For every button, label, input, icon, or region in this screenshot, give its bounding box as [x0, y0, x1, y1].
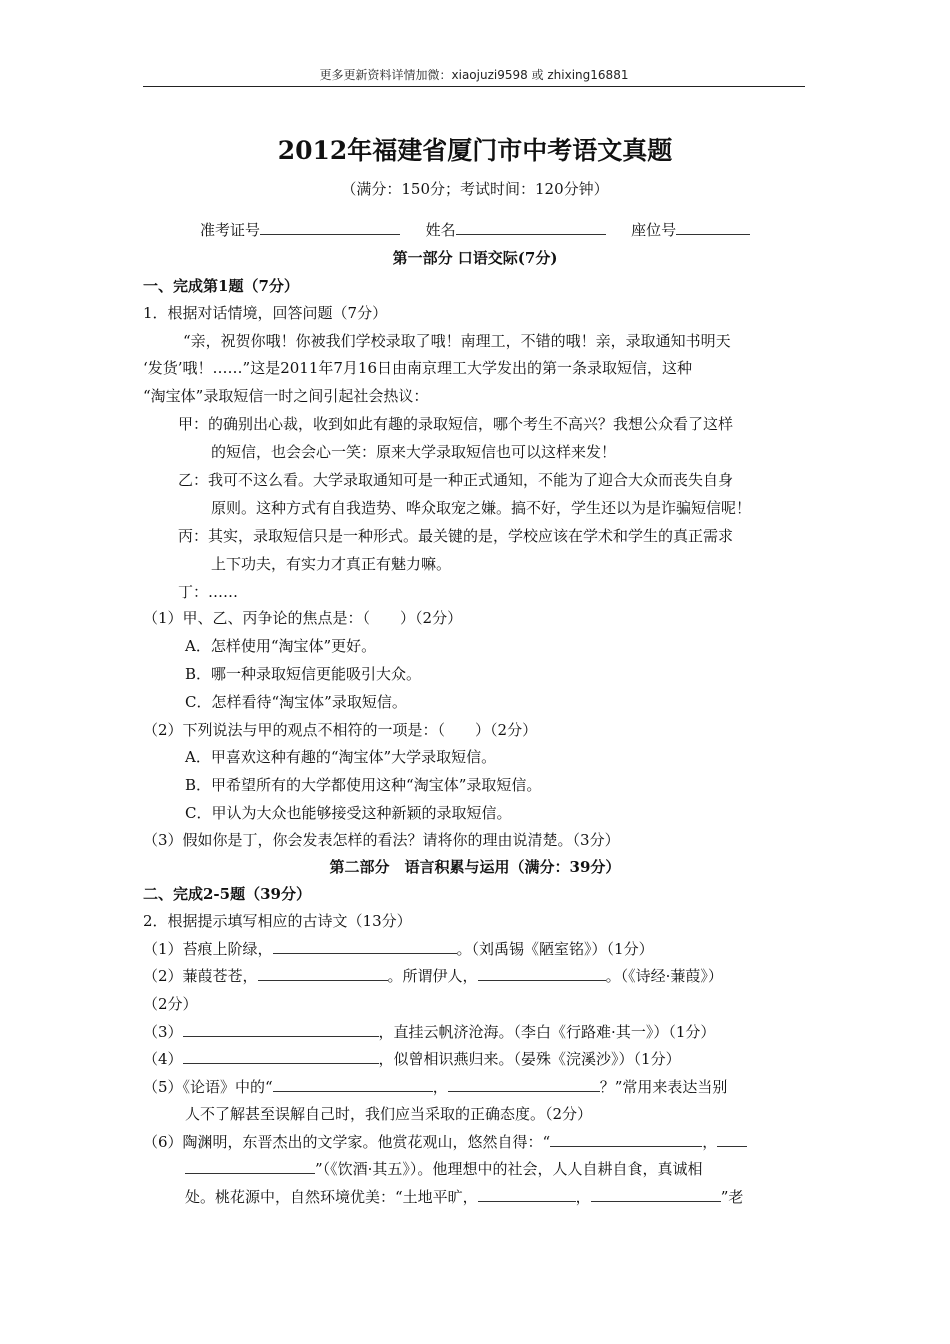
answer-blank[interactable] [258, 966, 388, 981]
name-label: 姓名 [425, 221, 456, 239]
answer-blank[interactable] [550, 1132, 702, 1147]
part2-heading: 第二部分 语言积累与运用（满分：39分） [329, 858, 621, 876]
fill-item-6 [143, 1132, 747, 1152]
option-1a: A．怎样使用“淘宝体”更好。 [185, 637, 377, 655]
option-1b: B．哪一种录取短信更能吸引大众。 [185, 665, 422, 683]
subquestion-2: （2）下列说法与甲的观点不相符的一项是：（ ）（2分） [143, 721, 538, 739]
fill-item-4-text: ，似曾相识燕归来。（晏殊《浣溪沙》）（1分） [378, 1050, 681, 1068]
answer-blank[interactable] [273, 1077, 433, 1092]
subquestion-1: （1）甲、乙、丙争论的焦点是：（ ）（2分） [143, 609, 463, 627]
fill-item-6-text: （6）陶渊明，东晋杰出的文学家。他赏花观山，悠然自得：“ [143, 1133, 551, 1151]
option-1c: C．怎样看待“淘宝体”录取短信。 [185, 693, 407, 711]
fill-item-1 [143, 939, 654, 959]
fill-item-2-text: （2）蒹葭苍苍， [143, 967, 258, 985]
fill-item-4 [143, 1049, 681, 1069]
fill-item-1-source: 。（刘禹锡《陋室铭》）（1分） [456, 940, 654, 958]
dialogue-jia-1: 甲：的确别出心裁，收到如此有趣的录取短信，哪个考生不高兴？我想公众看了这样 [178, 415, 734, 433]
answer-blank[interactable] [717, 1132, 747, 1147]
passage-line-2: ‘发货’哦！……”这是2011年7月16日由南京理工大学发出的第一条录取短信，这种 [143, 359, 693, 377]
dialogue-jia-2: 的短信，也会会心一笑：原来大学录取短信也可以这样来发！ [211, 443, 617, 461]
passage-line-3: “淘宝体”录取短信一时之间引起社会热议： [143, 387, 429, 405]
fill-item-6-mid: ， [702, 1133, 718, 1151]
fill-item-6-source: ”（《饮酒·其五》）。他理想中的社会，人人自耕自食，真诚相 [315, 1160, 703, 1178]
fill-item-2-mid: 。所谓伊人， [387, 967, 478, 985]
option-2b: B．甲希望所有的大学都使用这种“淘宝体”录取短信。 [185, 776, 542, 794]
fill-item-5-cont: 人不了解甚至误解自己时，我们应当采取的正确态度。（2分） [185, 1105, 593, 1123]
dialogue-bing-1: 丙：其实，录取短信只是一种形式。最关键的是，学校应该在学术和学生的真正需求 [178, 527, 734, 545]
dialogue-yi-2: 原则。这种方式有自我造势、哗众取宠之嫌。搞不好，学生还以为是诈骗短信呢！ [211, 499, 752, 517]
fill-item-5-text: （5）《论语》中的“ [143, 1078, 273, 1096]
section-1-heading: 一、完成第1题（7分） [143, 277, 299, 295]
option-2a: A．甲喜欢这种有趣的“淘宝体”大学录取短信。 [185, 748, 497, 766]
answer-blank[interactable] [478, 1187, 576, 1202]
fill-item-5 [143, 1077, 727, 1097]
answer-blank[interactable] [591, 1187, 721, 1202]
fill-item-4-num: （4） [143, 1050, 183, 1068]
fill-item-2-source: 。（《诗经·蒹葭》） [605, 967, 723, 985]
answer-blank[interactable] [448, 1077, 600, 1092]
exam-info: （满分：150分；考试时间：120分钟） [341, 180, 609, 198]
fill-item-2 [143, 966, 723, 986]
fill-item-5-mid: ， [432, 1078, 448, 1096]
seat-label: 座位号 [631, 221, 677, 239]
part1-heading: 第一部分 口语交际(7分) [392, 249, 558, 267]
answer-blank[interactable] [185, 1159, 315, 1174]
answer-blank[interactable] [478, 966, 606, 981]
dialogue-yi-1: 乙：我可不这么看。大学录取通知可是一种正式通知，不能为了迎合大众而丧失自身 [178, 471, 734, 489]
name-blank[interactable] [456, 220, 606, 235]
candidate-info-row [200, 220, 750, 240]
fill-item-6-line3 [185, 1187, 743, 1207]
subquestion-3: （3）假如你是丁，你会发表怎样的看法？请将你的理由说清楚。（3分） [143, 831, 620, 849]
fill-item-6-end: ”老 [720, 1188, 744, 1206]
option-2c: C．甲认为大众也能够接受这种新颖的录取短信。 [185, 804, 512, 822]
question-2: 2．根据提示填写相应的古诗文（13分） [143, 912, 412, 930]
answer-blank[interactable] [273, 939, 457, 954]
dialogue-ding: 丁：…… [178, 583, 239, 601]
fill-item-6-mid2: ， [575, 1188, 591, 1206]
page-title: 2012年福建省厦门市中考语文真题 [277, 136, 673, 165]
fill-item-1-text: （1）苔痕上阶绿， [143, 940, 273, 958]
passage-line-1: “亲，祝贺你哦！你被我们学校录取了哦！南理工，不错的哦！亲，录取通知书明天 [183, 332, 731, 350]
fill-item-3-num: （3） [143, 1023, 183, 1041]
fill-item-6-text2: 处。桃花源中，自然环境优美：“土地平旷， [185, 1188, 478, 1206]
exam-id-label: 准考证号 [200, 221, 261, 239]
fill-item-2-points: （2分） [143, 995, 198, 1013]
fill-item-6-line2 [185, 1159, 702, 1179]
dialogue-bing-2: 上下功夫，有实力才真正有魅力嘛。 [211, 555, 452, 573]
answer-blank[interactable] [183, 1022, 379, 1037]
exam-id-blank[interactable] [260, 220, 400, 235]
fill-item-3-text: ，直挂云帆济沧海。（李白《行路难·其一》）（1分） [378, 1023, 716, 1041]
section-2-heading: 二、完成2-5题（39分） [143, 885, 311, 903]
answer-blank[interactable] [183, 1049, 379, 1064]
header-note: 更多更新资料详情加微：xiaojuzi9598 或 zhixing16881 [319, 68, 629, 82]
seat-blank[interactable] [676, 220, 750, 235]
header-divider [143, 86, 805, 87]
fill-item-5-end: ？”常用来表达当别 [599, 1078, 728, 1096]
question-1: 1．根据对话情境，回答问题（7分） [143, 304, 388, 322]
fill-item-3 [143, 1022, 715, 1042]
